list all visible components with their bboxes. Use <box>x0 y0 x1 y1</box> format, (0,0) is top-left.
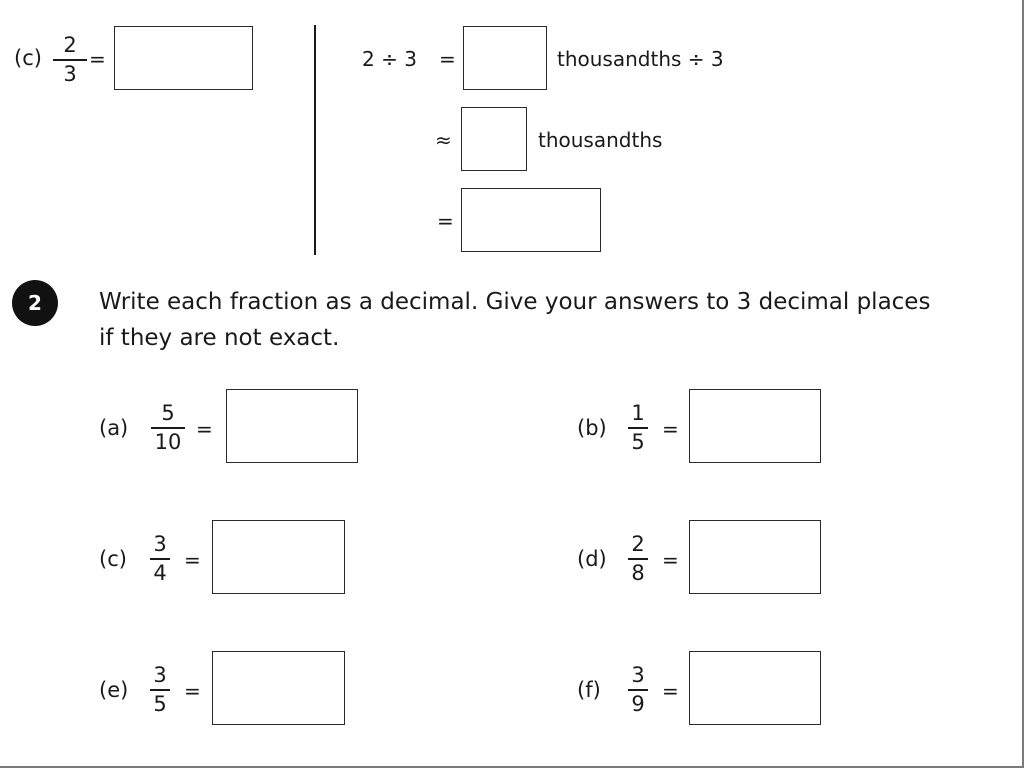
fraction-denominator: 4 <box>153 561 167 585</box>
part-a-label: (a) <box>99 416 129 440</box>
part-f-fraction <box>621 665 655 715</box>
part-a-fraction <box>151 403 185 453</box>
decimal-answer-box[interactable] <box>461 188 601 252</box>
thousandths-answer-box[interactable] <box>463 26 547 90</box>
part-c2-answer-box[interactable] <box>212 520 345 594</box>
fraction-numerator: 3 <box>631 663 645 687</box>
part-e-label: (e) <box>99 678 129 702</box>
part-c2-equals: = <box>184 548 201 572</box>
part-b-equals: = <box>662 417 679 441</box>
part-f-answer-box[interactable] <box>689 651 821 725</box>
fraction-denominator: 10 <box>154 430 182 454</box>
question-number-badge <box>12 280 58 326</box>
working-equals-3: = <box>437 209 454 233</box>
part-a-answer-box[interactable] <box>226 389 358 463</box>
fraction-numerator: 3 <box>153 663 167 687</box>
fraction-denominator: 3 <box>63 62 77 86</box>
fraction-denominator: 9 <box>631 692 645 716</box>
fraction-denominator: 8 <box>631 561 645 585</box>
instruction-line-2: if they are not exact. <box>99 325 340 351</box>
part-d-answer-box[interactable] <box>689 520 821 594</box>
part-e-fraction <box>143 665 177 715</box>
fraction-numerator: 3 <box>153 532 167 556</box>
working-expression: 2 ÷ 3 <box>362 47 417 71</box>
part-e-answer-box[interactable] <box>212 651 345 725</box>
part-b-answer-box[interactable] <box>689 389 821 463</box>
question-number: 2 <box>28 291 42 315</box>
fraction-denominator: 5 <box>153 692 167 716</box>
part-d-label: (d) <box>577 547 607 571</box>
working-equals-1: = <box>439 47 456 71</box>
fraction-numerator: 2 <box>63 33 77 57</box>
part-d-fraction <box>621 534 655 584</box>
part-c-answer-box[interactable] <box>114 26 253 90</box>
part-d-equals: = <box>662 548 679 572</box>
approx-symbol: ≈ <box>435 128 452 152</box>
fraction-numerator: 5 <box>161 401 175 425</box>
part-f-equals: = <box>662 679 679 703</box>
part-b-label: (b) <box>577 416 607 440</box>
part-c2-label: (c) <box>99 547 127 571</box>
part-c-fraction <box>53 35 87 85</box>
part-f-label: (f) <box>577 678 601 702</box>
part-c2-fraction <box>143 534 177 584</box>
fraction-numerator: 1 <box>631 401 645 425</box>
working-suffix-2: thousandths <box>538 128 663 152</box>
vertical-divider <box>314 25 316 255</box>
rounded-thousandths-box[interactable] <box>461 107 527 171</box>
part-e-equals: = <box>184 679 201 703</box>
working-suffix-1: thousandths ÷ 3 <box>557 47 724 71</box>
part-c-label: (c) <box>14 46 42 70</box>
part-b-fraction <box>621 403 655 453</box>
part-a-equals: = <box>196 417 213 441</box>
instruction-line-1: Write each fraction as a decimal. Give your answers to 3 decimal places <box>99 289 931 315</box>
fraction-denominator: 5 <box>631 430 645 454</box>
fraction-numerator: 2 <box>631 532 645 556</box>
part-c-equals: = <box>89 47 106 71</box>
